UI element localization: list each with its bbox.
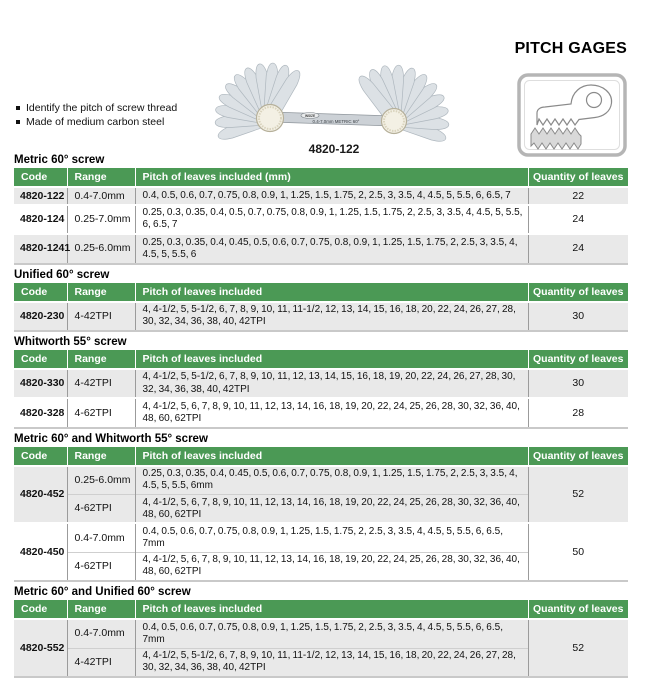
table-row xyxy=(14,187,628,205)
pitch-cell: 0.4, 0.5, 0.6, 0.7, 0.75, 0.8, 0.9, 1, 1.25, 1.5, 1.75, 2, 2.5, 3, 3.5, 4, 4.5, 5, 5.5, 6, 6.5, 7mm xyxy=(135,523,528,552)
metric-60-table xyxy=(14,168,628,265)
pitch-cell: 0.4, 0.5, 0.6, 0.7, 0.75, 0.8, 0.9, 1, 1.25, 1.5, 1.75, 2, 2.5, 3, 3.5, 4, 4.5, 5, 5.5, 6, 6.5, 7mm xyxy=(135,619,528,648)
col-header-range: Range xyxy=(67,600,135,619)
qty-cell: 50 xyxy=(528,523,628,581)
spec-tables xyxy=(14,154,628,678)
code-cell: 4820-330 xyxy=(14,369,67,398)
brand-logo-text: INSIZE xyxy=(304,113,316,118)
code-cell: 4820-450 xyxy=(14,523,67,581)
range-cell: 4-42TPI xyxy=(67,648,135,677)
table-row xyxy=(14,369,628,398)
table-row xyxy=(14,619,628,648)
section-title: Metric 60° and Unified 60° screw xyxy=(14,586,191,599)
section-title: Whitworth 55° screw xyxy=(14,335,127,348)
col-header-pitch: Pitch of leaves included (mm) xyxy=(135,168,528,187)
table-row xyxy=(14,234,628,263)
range-cell: 0.4-7.0mm xyxy=(67,187,135,205)
page-title: PITCH GAGES xyxy=(514,40,627,57)
pitch-gage-photo xyxy=(198,52,470,147)
section-title: Metric 60° and Whitworth 55° screw xyxy=(14,432,208,445)
col-header-qty: Quantity of leaves xyxy=(528,350,628,369)
pitch-cell: 0.25, 0.3, 0.35, 0.4, 0.45, 0.5, 0.6, 0.7, 0.75, 0.8, 0.9, 1, 1.25, 1.5, 1.75, 2, 2.5, 3, 3.5, 4, 4.5, 5, 5.5, 6 xyxy=(135,234,528,263)
pitch-cell: 4, 4-1/2, 5, 5-1/2, 6, 7, 8, 9, 10, 11, 11-1/2, 12, 13, 14, 15, 16, 18, 20, 22, 24, 26, 27, 28, 30, 32, 34, 36, 38, 40, 42TPI xyxy=(135,648,528,677)
qty-cell: 52 xyxy=(528,466,628,524)
col-header-range: Range xyxy=(67,350,135,369)
table-row xyxy=(14,205,628,234)
pitch-cell: 0.25, 0.3, 0.35, 0.4, 0.45, 0.5, 0.6, 0.7, 0.75, 0.8, 0.9, 1, 1.25, 1.5, 1.75, 2, 2.5, 3, 3.5, 4, 4.5, 5, 5.5, 6mm xyxy=(135,466,528,495)
table-header-row xyxy=(14,600,628,619)
range-cell: 4-62TPI xyxy=(67,398,135,427)
col-header-qty: Quantity of leaves xyxy=(528,600,628,619)
whitworth-55-table xyxy=(14,350,628,429)
range-cell: 0.25-6.0mm xyxy=(67,466,135,495)
col-header-code: Code xyxy=(14,350,67,369)
page-header xyxy=(0,0,650,156)
unified-60-table xyxy=(14,283,628,332)
feature-list xyxy=(16,102,177,130)
qty-cell: 30 xyxy=(528,369,628,398)
left-screw xyxy=(257,105,284,132)
qty-cell: 24 xyxy=(528,205,628,234)
col-header-code: Code xyxy=(14,168,67,187)
col-header-qty: Quantity of leaves xyxy=(528,168,628,187)
code-cell: 4820-230 xyxy=(14,302,67,331)
code-cell: 4820-452 xyxy=(14,466,67,524)
pitch-cell: 4, 4-1/2, 5, 6, 7, 8, 9, 10, 11, 12, 13, 14, 16, 18, 19, 20, 22, 24, 25, 26, 28, 30, 32, 36, 40, 48, 60, 62TPI xyxy=(135,495,528,524)
range-cell: 4-42TPI xyxy=(67,302,135,331)
range-cell: 4-42TPI xyxy=(67,369,135,398)
bullet-square-icon xyxy=(16,120,20,124)
col-header-code: Code xyxy=(14,600,67,619)
qty-cell: 30 xyxy=(528,302,628,331)
range-cell: 4-62TPI xyxy=(67,552,135,581)
pitch-cell: 4, 4-1/2, 5, 5-1/2, 6, 7, 8, 9, 10, 11, 12, 13, 14, 15, 16, 18, 19, 20, 22, 24, 26, 27, 28, 30, 32, 34, 36, 38, 40, 42TPI xyxy=(135,369,528,398)
table-row xyxy=(14,398,628,427)
col-header-pitch: Pitch of leaves included xyxy=(135,447,528,466)
right-screw xyxy=(382,109,407,134)
bullet-square-icon xyxy=(16,106,20,110)
col-header-qty: Quantity of leaves xyxy=(528,283,628,302)
section-title: Metric 60° screw xyxy=(14,154,105,166)
qty-cell: 28 xyxy=(528,398,628,427)
range-cell: 0.4-7.0mm xyxy=(67,523,135,552)
pitch-cell: 4, 4-1/2, 5, 5-1/2, 6, 7, 8, 9, 10, 11, 11-1/2, 12, 13, 14, 15, 16, 18, 20, 22, 24, 26, 27, 28, 30, 32, 34, 36, 38, 40, 42TPI xyxy=(135,302,528,331)
left-leaf-fan xyxy=(215,63,304,142)
range-cell: 0.25-7.0mm xyxy=(67,205,135,234)
code-cell: 4820-1241 xyxy=(14,234,67,263)
table-row xyxy=(14,466,628,495)
pitch-cell: 0.4, 0.5, 0.6, 0.7, 0.75, 0.8, 0.9, 1, 1.25, 1.5, 1.75, 2, 2.5, 3, 3.5, 4, 4.5, 5, 5.5, 6, 6.5, 7 xyxy=(135,187,528,205)
section-title: Unified 60° screw xyxy=(14,268,110,281)
table-header-row xyxy=(14,283,628,302)
col-header-range: Range xyxy=(67,168,135,187)
pitch-gage-diagram-icon xyxy=(517,73,627,162)
col-header-range: Range xyxy=(67,283,135,302)
pitch-cell: 4, 4-1/2, 5, 6, 7, 8, 9, 10, 11, 12, 13, 14, 16, 18, 19, 20, 22, 24, 25, 26, 28, 30, 32, 36, 40, 48, 60, 62TPI xyxy=(135,552,528,581)
metric-unified-table xyxy=(14,600,628,678)
feature-text: Made of medium carbon steel xyxy=(26,116,165,128)
code-cell: 4820-124 xyxy=(14,205,67,234)
table-header-row xyxy=(14,350,628,369)
pitch-cell: 0.25, 0.3, 0.35, 0.4, 0.5, 0.7, 0.75, 0.8, 0.9, 1, 1.25, 1.5, 1.75, 2, 2.5, 3, 3.5, 4, 4.5, 5, 5.5, 6, 6.5, 7 xyxy=(135,205,528,234)
col-header-qty: Quantity of leaves xyxy=(528,447,628,466)
table-header-row xyxy=(14,168,628,187)
product-code-caption: 4820-122 xyxy=(308,142,360,156)
code-cell: 4820-328 xyxy=(14,398,67,427)
col-header-range: Range xyxy=(67,447,135,466)
metric-whitworth-table xyxy=(14,447,628,583)
code-cell: 4820-122 xyxy=(14,187,67,205)
table-row xyxy=(14,302,628,331)
range-cell: 0.25-6.0mm xyxy=(67,234,135,263)
feature-item xyxy=(16,102,177,114)
col-header-pitch: Pitch of leaves included xyxy=(135,600,528,619)
code-cell: 4820-552 xyxy=(14,619,67,677)
pitch-cell: 4, 4-1/2, 5, 6, 7, 8, 9, 10, 11, 12, 13, 14, 16, 18, 19, 20, 22, 24, 25, 26, 28, 30, 32, 36, 40, 48, 60, 62TPI xyxy=(135,398,528,427)
col-header-code: Code xyxy=(14,283,67,302)
feature-item xyxy=(16,116,177,128)
feature-text: Identify the pitch of screw thread xyxy=(26,102,178,114)
qty-cell: 24 xyxy=(528,234,628,263)
gage-marking-text: 0.4-7.0mm METRIC 60° xyxy=(312,119,360,124)
qty-cell: 22 xyxy=(528,187,628,205)
range-cell: 4-62TPI xyxy=(67,495,135,524)
col-header-pitch: Pitch of leaves included xyxy=(135,283,528,302)
range-cell: 0.4-7.0mm xyxy=(67,619,135,648)
col-header-pitch: Pitch of leaves included xyxy=(135,350,528,369)
qty-cell: 52 xyxy=(528,619,628,677)
table-header-row xyxy=(14,447,628,466)
table-row xyxy=(14,523,628,552)
col-header-code: Code xyxy=(14,447,67,466)
